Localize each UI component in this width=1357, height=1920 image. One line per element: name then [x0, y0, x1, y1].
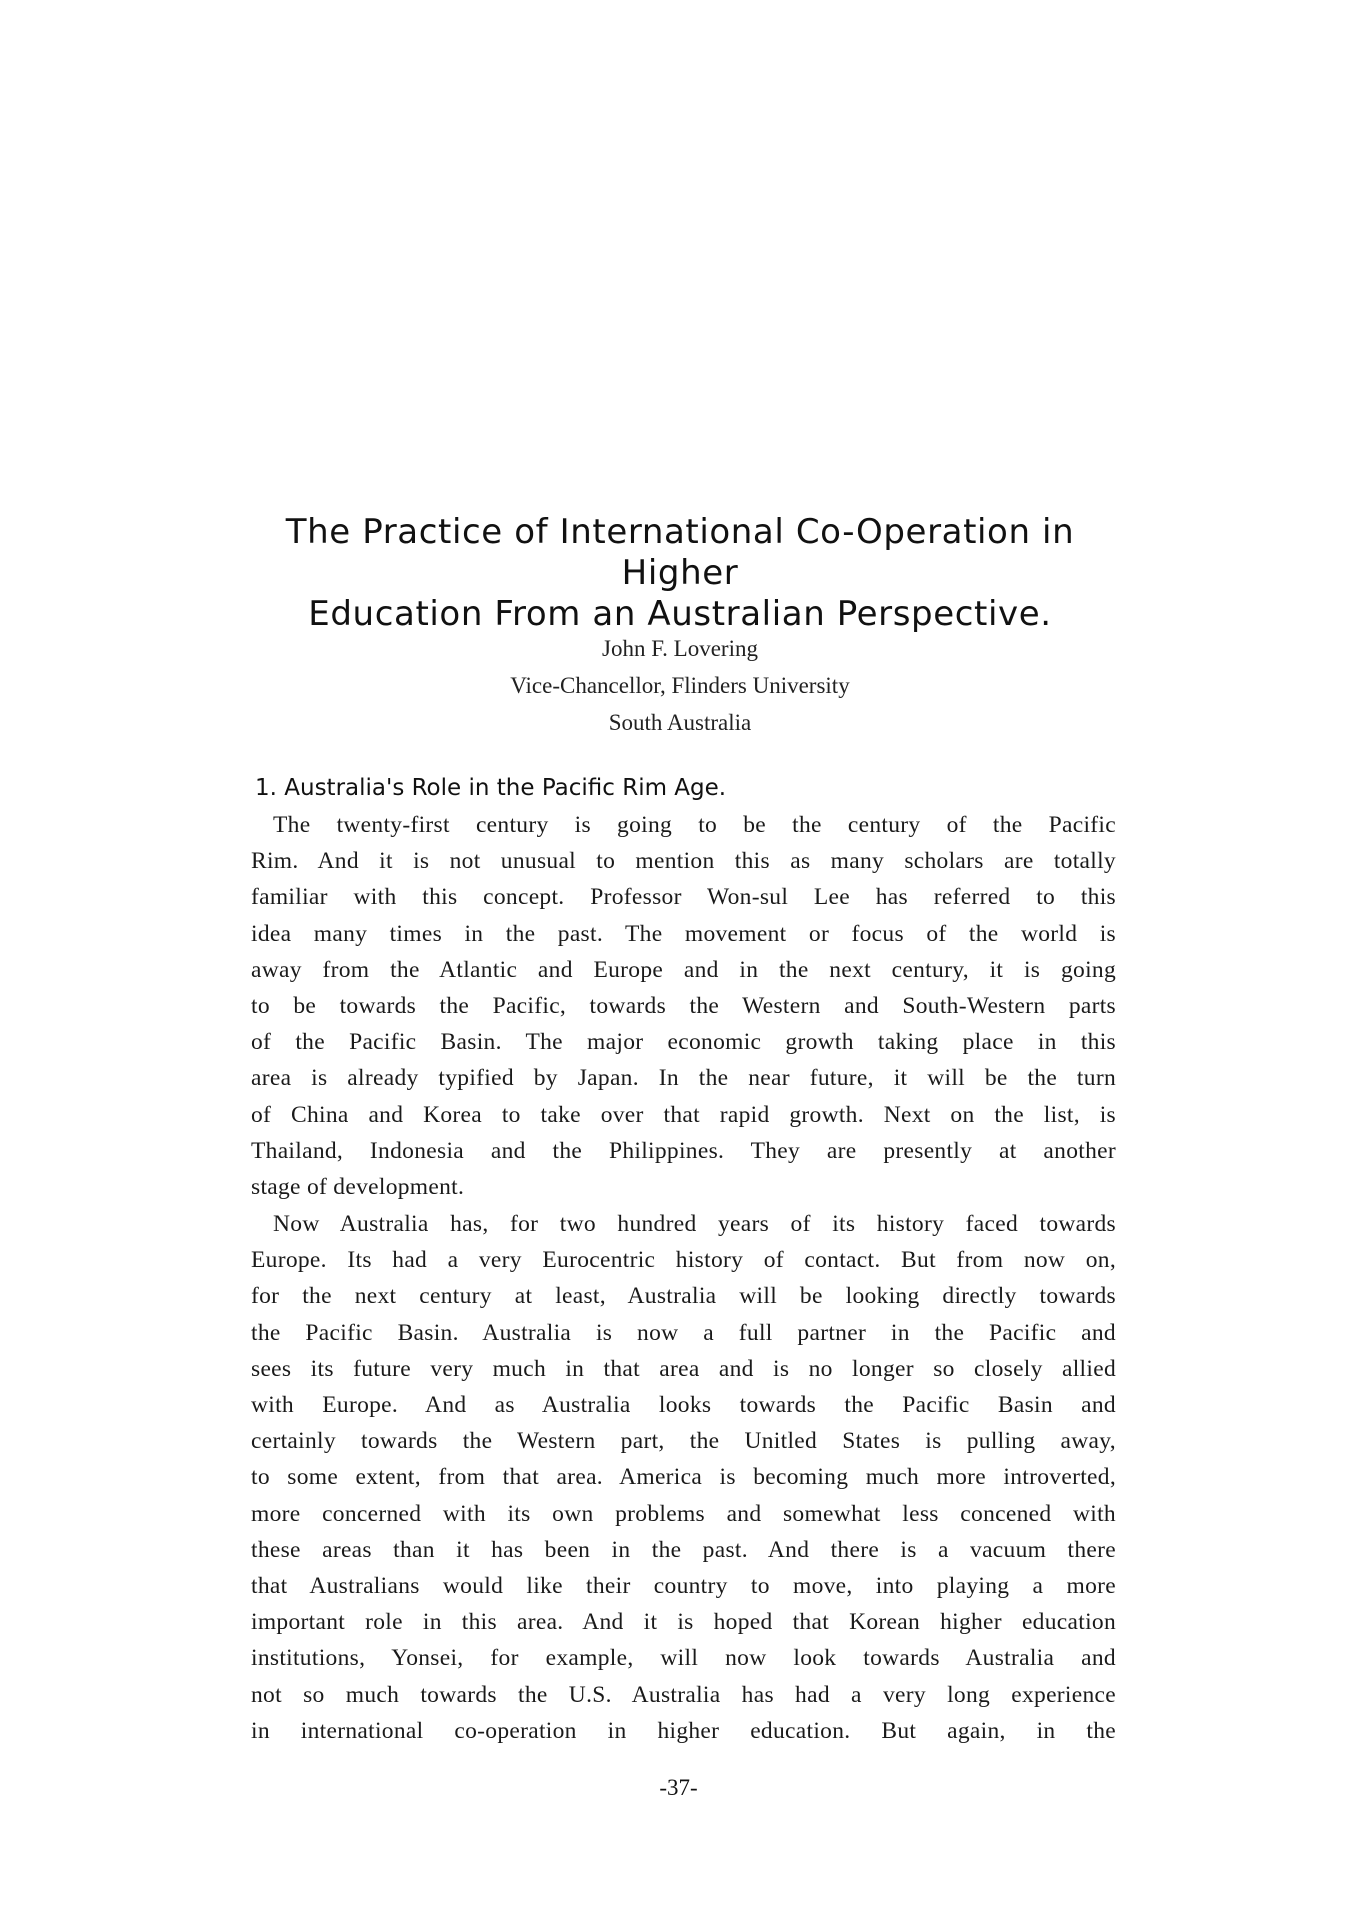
paragraph-line: important role in this area. And it is hoped that Korean higher education [251, 1609, 1116, 1636]
paragraph-line: institutions, Yonsei, for example, will now look towards Australia and [251, 1645, 1116, 1672]
paragraph-line: these areas than it has been in the past. And there is a vacuum there [251, 1536, 1116, 1563]
paragraph-line: area is already typified by Japan. In the near future, it will be the turn [251, 1065, 1116, 1092]
paper-title [230, 512, 1130, 635]
paragraph-1 [251, 807, 1116, 1205]
title-line: The Practice of International Co-Operation in Higher [285, 512, 1075, 593]
title-line: Education From an Australian Perspective. [308, 594, 1052, 634]
author-name: John F. Lovering [602, 636, 758, 661]
paragraph-line: with Europe. And as Australia looks towards the Pacific Basin and [251, 1392, 1116, 1419]
paragraph-line: Thailand, Indonesia and the Philippines. They are presently at another [251, 1137, 1116, 1164]
author-position: Vice-Chancellor, Flinders University [510, 673, 850, 698]
paragraph-line: in international co-operation in higher education. But again, in the [251, 1717, 1116, 1744]
paragraph-line: of the Pacific Basin. The major economic growth taking place in this [251, 1029, 1116, 1056]
section-heading: 1. Australia's Role in the Pacific Rim Age. [255, 775, 727, 801]
paragraph-line: certainly towards the Western part, the Unitled States is pulling away, [251, 1428, 1116, 1455]
paragraph-line: Europe. Its had a very Eurocentric history of contact. But from now on, [251, 1247, 1116, 1274]
paragraph-line: Now Australia has, for two hundred years of its history faced towards [273, 1211, 1116, 1237]
paragraph-line: away from the Atlantic and Europe and in the next century, it is going [251, 956, 1116, 983]
page-number: -37- [659, 1775, 698, 1800]
paragraph-line: sees its future very much in that area and is no longer so closely allied [251, 1355, 1116, 1382]
paragraph-line: familiar with this concept. Professor Won-sul Lee has referred to this [251, 884, 1116, 911]
paragraph-line: stage of development. [251, 1174, 465, 1201]
paragraph-line: to some extent, from that area. America is becoming much more introverted, [251, 1464, 1116, 1491]
author-block [330, 630, 1030, 741]
paragraph-line: of China and Korea to take over that rapid growth. Next on the list, is [251, 1101, 1116, 1128]
paragraph-line: not so much towards the U.S. Australia has had a very long experience [251, 1681, 1116, 1708]
author-location: South Australia [608, 710, 752, 735]
paragraph-line: more concerned with its own problems and somewhat less concened with [251, 1500, 1116, 1527]
paragraph-line: to be towards the Pacific, towards the Western and South-Western parts [251, 993, 1116, 1020]
paragraph-2 [251, 1206, 1116, 1749]
paragraph-line: that Australians would like their country to move, into playing a more [251, 1573, 1116, 1600]
paragraph-line: The twenty-first century is going to be the century of the Pacific [273, 812, 1116, 838]
paragraph-line: Rim. And it is not unusual to mention this as many scholars are totally [251, 848, 1116, 875]
paragraph-line: for the next century at least, Australia will be looking directly towards [251, 1283, 1116, 1310]
paragraph-line: the Pacific Basin. Australia is now a full partner in the Pacific and [251, 1319, 1116, 1346]
paragraph-line: idea many times in the past. The movement or focus of the world is [251, 920, 1116, 947]
